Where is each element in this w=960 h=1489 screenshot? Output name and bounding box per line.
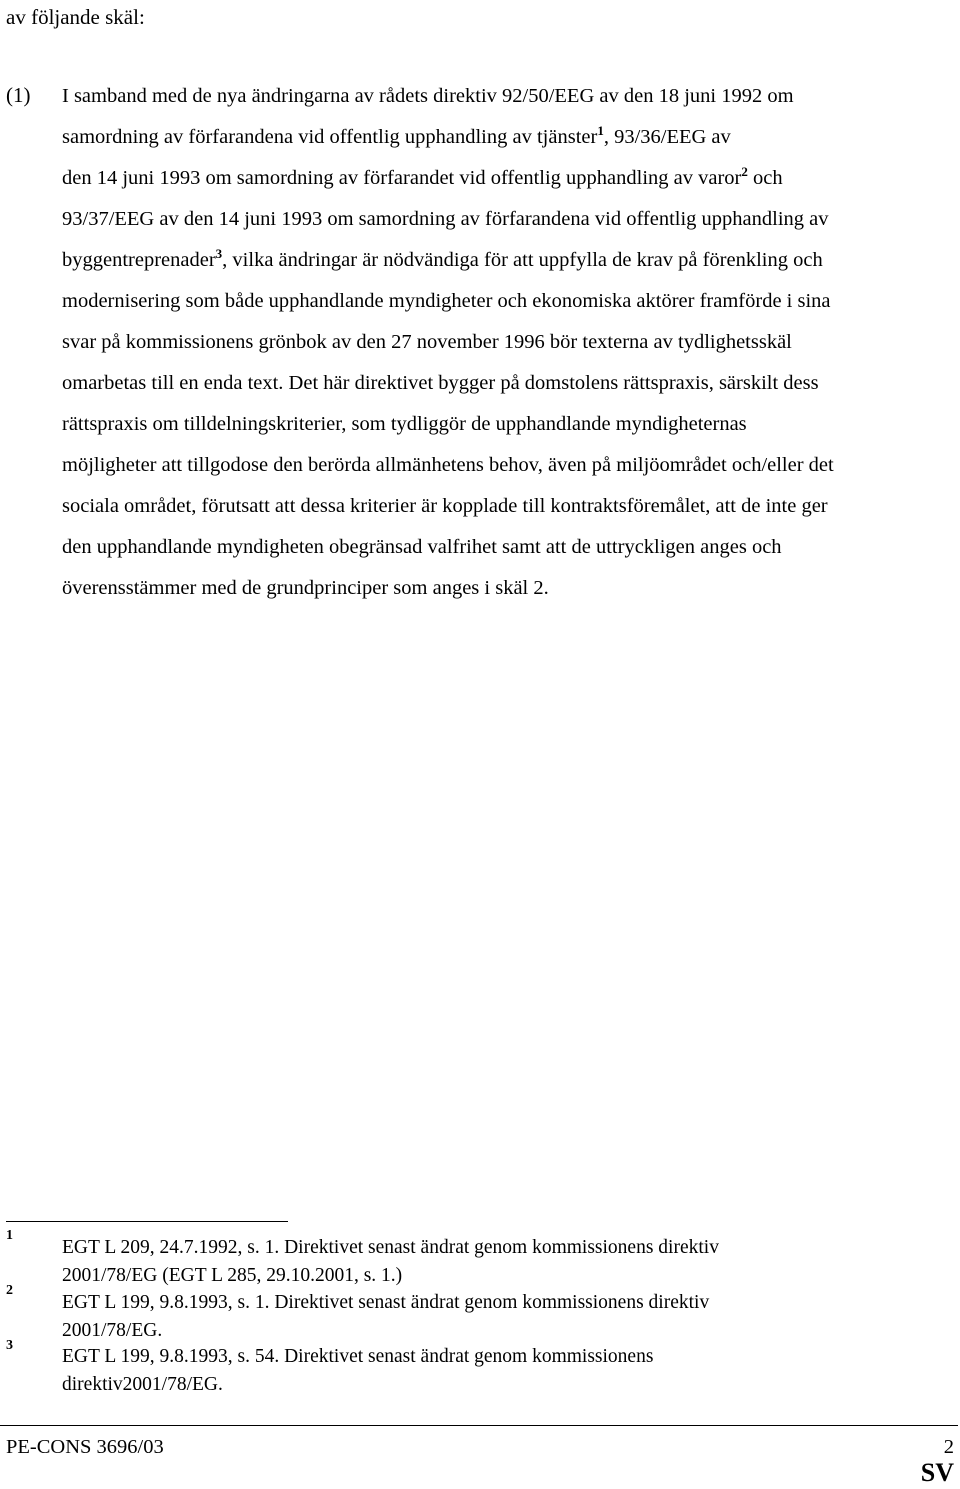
page-number: 2 bbox=[943, 1436, 954, 1458]
footnote-number: 2 bbox=[6, 1283, 13, 1298]
recital-line: byggentreprenader$^3$, vilka ändringar är nödvändiga för att uppfylla de krav på förenkling och bbox=[62, 246, 823, 271]
recital-line: omarbetas till en enda text. Det här direktivet bygger på domstolens rättspraxis, särskilt dess bbox=[62, 372, 819, 394]
recital-line: svar på kommissionens grönbok av den 27 november 1996 bör texterna av tydlighetsskäl bbox=[62, 331, 792, 353]
recital-line: I samband med de nya ändringarna av rådets direktiv 92/50/EEG av den 18 juni 1992 om bbox=[62, 85, 794, 107]
footer-divider bbox=[0, 1425, 958, 1426]
recital-line: möjligheter att tillgodose den berörda allmänhetens behov, även på miljöområdet och/eller det bbox=[62, 454, 834, 476]
recital-line: sociala området, förutsatt att dessa kriterier är kopplade till kontraktsföremålet, att de inte ger bbox=[62, 495, 828, 517]
recital-line: samordning av förfarandena vid offentlig upphandling av tjänster$^1$, 93/36/EEG av bbox=[62, 123, 731, 148]
footnote-ref: 3 bbox=[215, 246, 223, 261]
recital-line: rättspraxis om tilldelningskriterier, som tydliggör de upphandlande myndigheternas bbox=[62, 413, 747, 435]
footnote-text: EGT L 209, 24.7.1992, s. 1. Direktivet senast ändrat genom kommissionens direktiv 2001/78/EG (EGT L 285, 29.10.2001, s. 1.) bbox=[62, 1237, 719, 1286]
footnote-ref: 1 bbox=[597, 123, 604, 138]
recital-number: (1) bbox=[6, 83, 31, 107]
document-id: PE-CONS 3696/03 bbox=[6, 1436, 164, 1458]
language-code: SV bbox=[920, 1458, 954, 1487]
footnote-divider bbox=[6, 1221, 288, 1222]
recital-text bbox=[62, 76, 954, 609]
recital-line: den upphandlande myndigheten obegränsad valfrihet samt att de uttryckligen anges och bbox=[62, 536, 782, 558]
intro-text: av följande skäl: bbox=[6, 5, 145, 29]
recital-line: modernisering som både upphandlande myndigheter och ekonomiska aktörer framförde i sina bbox=[62, 290, 831, 312]
footnote-ref: 2 bbox=[741, 164, 748, 179]
recital-line: 93/37/EEG av den 14 juni 1993 om samordning av förfarandena vid offentlig upphandling av bbox=[62, 208, 829, 230]
footnote-text: EGT L 199, 9.8.1993, s. 54. Direktivet senast ändrat genom kommissionens direktiv2001/78/EG. bbox=[62, 1346, 654, 1395]
recital-line: den 14 juni 1993 om samordning av förfarandet vid offentlig upphandling av varor$^2$ och bbox=[62, 164, 783, 189]
recital-line: överensstämmer med de grundprinciper som anges i skäl 2. bbox=[62, 577, 549, 599]
footnote-number: 1 bbox=[6, 1228, 13, 1243]
footnote-number: 3 bbox=[6, 1338, 13, 1353]
footnote-text: EGT L 199, 9.8.1993, s. 1. Direktivet senast ändrat genom kommissionens direktiv 2001/78/EG. bbox=[62, 1292, 710, 1341]
